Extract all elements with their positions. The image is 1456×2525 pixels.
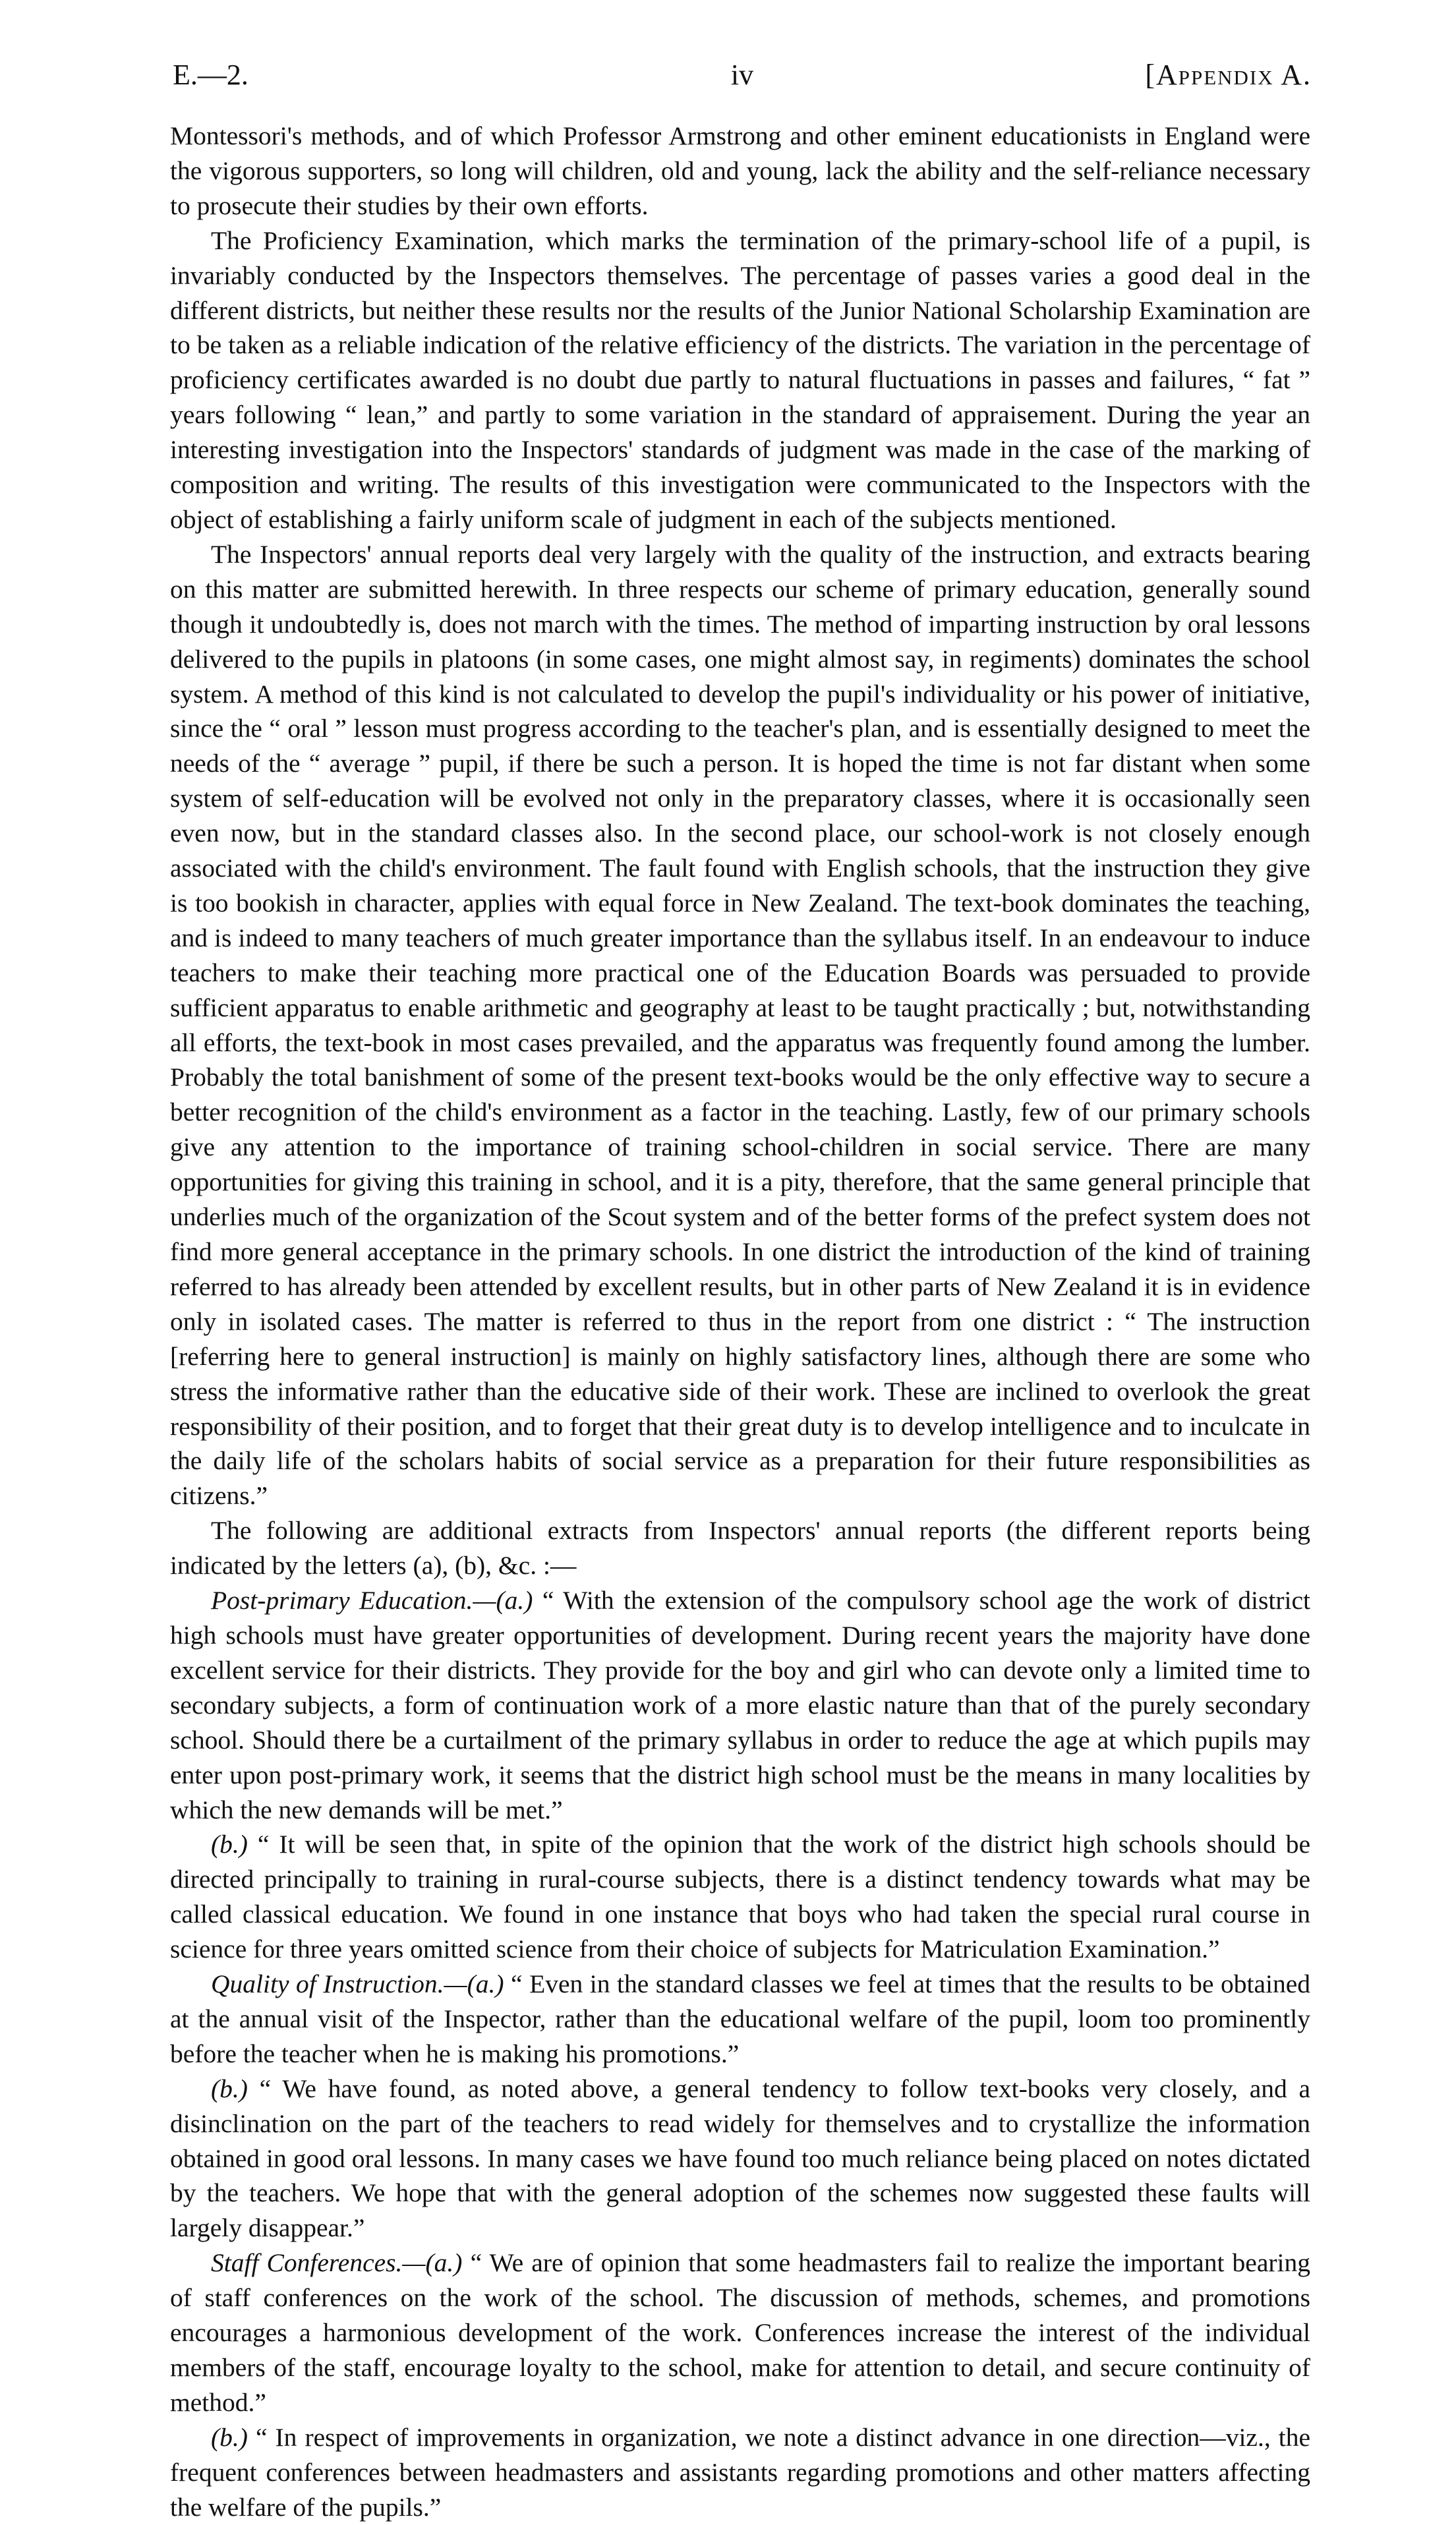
paragraph <box>170 2246 1310 2420</box>
paragraph <box>170 2420 1310 2525</box>
paragraph-text: The Proficiency Examination, which marks the termination of the primary-school life of a pupil, is invariably conducted by the Inspectors themselves. The percentage of passes varies a good deal in the different districts, but neither these results nor the results of the Junior National Scholarship Examination are to be taken as a reliable indication of the relative efficiency of the districts. The variation in the percentage of proficiency certificates awarded is no doubt due partly to natural fluctuations in passes and failures, “ fat ” years following “ lean,” and partly to some variation in the standard of appraisement. During the year an interesting investigation into the Inspectors' standards of judgment was made in the case of the marking of composition and writing. The results of this investigation were communicated to the Inspectors with the object of establishing a fairly uniform scale of judgment in each of the subjects mentioned. <box>170 225 1310 534</box>
appendix-label: [Appendix A. <box>1145 59 1312 91</box>
paragraph-lead: Quality of Instruction.—(a.) <box>211 1969 504 1999</box>
paragraph-text: “ It will be seen that, in spite of the opinion that the work of the district high schools should be directed principally to training in rural-course subjects, there is a distinct tendency towards what may be called classical education. We found in one instance that boys who had taken the special rural course in science for three years omitted science from their choice of subjects for Matriculation Examination.” <box>170 1830 1310 1964</box>
paragraph-lead: (b.) <box>211 2074 248 2103</box>
page-header <box>173 58 1312 98</box>
paragraph <box>170 1583 1310 1827</box>
document-body <box>170 119 1310 2525</box>
paragraph <box>170 223 1310 537</box>
paragraph-text: Montessori's methods, and of which Professor Armstrong and other eminent educationists in England were the vigorous supporters, so long will children, old and young, lack the ability and the self-reliance necessary to prosecute their studies by their own efforts. <box>170 121 1310 220</box>
page-number: iv <box>730 59 754 91</box>
paragraph-lead: (b.) <box>211 2422 248 2452</box>
paragraph-text: “ With the extension of the compulsory school age the work of district high schools must have greater opportunities of development. During recent years the majority have done excellent service for their districts. They provide for the boy and girl who can devote only a limited time to secondary subjects, a form of continuation work of a more elastic nature than that of the purely secondary school. Should there be a curtailment of the primary syllabus in order to reduce the age at which pupils may enter upon post-primary work, it seems that the district high school must be the means in many localities by which the new demands will be met.” <box>170 1586 1310 1824</box>
paragraph <box>170 119 1310 223</box>
paragraph-text: “ We have found, as noted above, a general tendency to follow text-books very closely, and a disinclination on the part of the teachers to read widely for themselves and to crystallize the information obtained in good oral lessons. In many cases we have found too much reliance being placed on notes dictated by the teachers. We hope that with the general adoption of the schemes now suggested these faults will largely disappear.” <box>170 2074 1310 2243</box>
paragraph <box>170 2072 1310 2246</box>
paragraph-text: The Inspectors' annual reports deal very largely with the quality of the instruction, and extracts bearing on this matter are submitted herewith. In three respects our scheme of primary education, generally sound though it undoubtedly is, does not march with the times. The method of imparting instruction by oral lessons delivered to the pupils in platoons (in some cases, one might almost say, in regiments) dominates the school system. A method of this kind is not calculated to develop the pupil's individuality or his power of initiative, since the “ oral ” lesson must progress according to the teacher's plan, and is essentially designed to meet the needs of the “ average ” pupil, if there be such a person. It is hoped the time is not far distant when some system of self-education will be evolved not only in the preparatory classes, where it is occasionally seen even now, but in the standard classes also. In the second place, our school-work is not closely enough associated with the child's environment. The fault found with English schools, that the instruction they give is too bookish in character, applies with equal force in New Zealand. The text-book dominates the teaching, and is indeed to many teachers of much greater importance than the syllabus itself. In an endeavour to induce teachers to make their teaching more practical one of the Education Boards was persuaded to provide sufficient apparatus to enable arithmetic and geography at least to be taught practically ; but, notwithstanding all efforts, the text-book in most cases prevailed, and the apparatus was frequently found among the lumber. Probably the total banishment of some of the present text-books would be the only effective way to secure a better recognition of the child's environment as a factor in the teaching. Lastly, few of our primary schools give any attention to the importance of training school-children in social service. There are many opportunities for giving this training in school, and it is a pity, therefore, that the same general principle that underlies much of the organization of the Scout system and of the better forms of the prefect system does not find more general acceptance in the primary schools. In one district the introduction of the kind of training referred to has already been attended by excellent results, but in other parts of New Zealand it is in evidence only in isolated cases. The matter is referred to thus in the report from one district : “ The instruction [referring here to general instruction] is mainly on highly satisfactory lines, although there are some who stress the informative rather than the educative side of their work. These are inclined to overlook the great responsibility of their position, and to forget that their great duty is to develop intelligence and to inculcate in the daily life of the scholars habits of social service as a preparation for their future responsibilities as citizens.” <box>170 539 1310 1511</box>
paragraph-text: “ We are of opinion that some headmasters fail to realize the important bearing of staff conferences on the work of the school. The discussion of methods, schemes, and promotions encourages a harmonious development of the work. Conferences increase the interest of the individual members of the staff, encourage loyalty to the school, make for attention to detail, and secure continuity of method.” <box>170 2248 1310 2417</box>
paragraph <box>170 1827 1310 1967</box>
paragraph-lead: (b.) <box>211 1830 248 1859</box>
paragraph-text: “ Even in the standard classes we feel at times that the results to be obtained at the annual visit of the Inspector, rather than the educational welfare of the pupil, loom too prominently before the teacher when he is making his promotions.” <box>170 1969 1310 2068</box>
paragraph <box>170 1513 1310 1583</box>
document-code: E.—2. <box>173 59 248 91</box>
paragraph-text: The following are additional extracts from Inspectors' annual reports (the different reports being indicated by the letters (a), (b), &c. :— <box>170 1516 1310 1581</box>
paragraph-lead: Post-primary Education.—(a.) <box>211 1586 533 1615</box>
paragraph-text: “ In respect of improvements in organization, we note a distinct advance in one direction—viz., the frequent conferences between headmasters and assistants regarding promotions and other matters affecting the welfare of the pupils.” <box>170 2422 1310 2522</box>
paragraph <box>170 1967 1310 2072</box>
paragraph-lead: Staff Conferences.—(a.) <box>211 2248 463 2278</box>
paragraph <box>170 537 1310 1513</box>
